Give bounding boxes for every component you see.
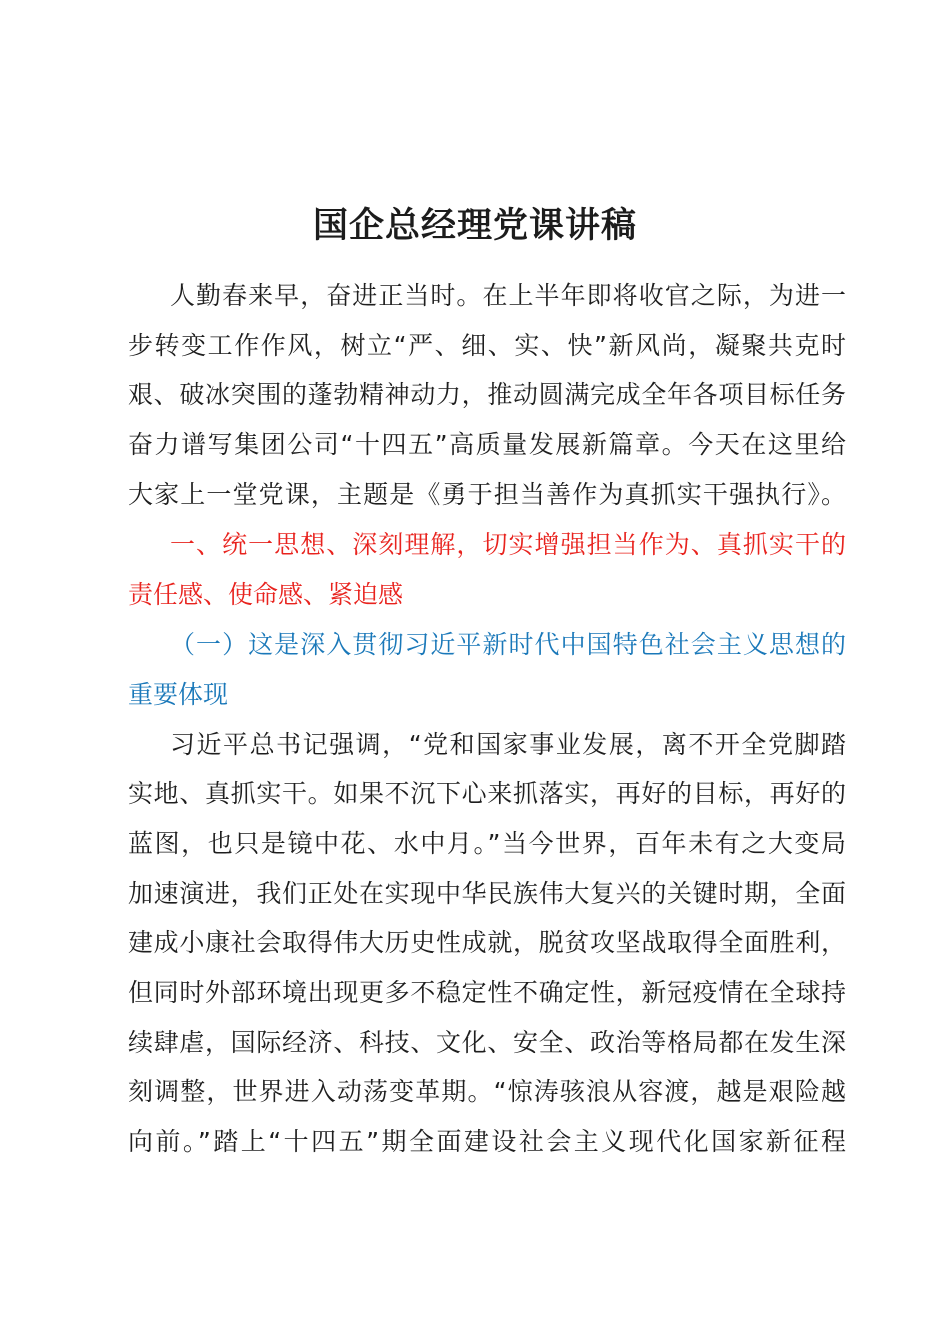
body-line-6: 但同时外部环境出现更多不稳定性不确定性，新冠疫情在全球持 [128, 978, 846, 1007]
intro-line-5: 大家上一堂党课，主题是《勇于担当善作为真抓实干强执行》。 [128, 480, 846, 509]
body-line-4: 加速演进，我们正处在实现中华民族伟大复兴的关键时期，全面 [128, 879, 846, 908]
subsection-heading-line-1: （一）这是深入贯彻习近平新时代中国特色社会主义思想的 [170, 630, 846, 659]
section-heading-line-2: 责任感、使命感、紧迫感 [128, 580, 404, 609]
intro-line-1: 人勤春来早，奋进正当时。在上半年即将收官之际，为进一 [170, 281, 846, 310]
intro-line-3: 艰、破冰突围的蓬勃精神动力，推动圆满完成全年各项目标任务 [128, 380, 846, 409]
body-line-5: 建成小康社会取得伟大历史性成就，脱贫攻坚战取得全面胜利， [128, 928, 846, 957]
subsection-heading-line-2: 重要体现 [128, 680, 229, 709]
intro-line-2: 步转变工作作风，树立“严、细、实、快”新风尚，凝聚共克时 [128, 331, 846, 360]
body-line-2: 实地、真抓实干。如果不沉下心来抓落实，再好的目标，再好的 [128, 779, 846, 808]
body-line-9: 向前。”踏上“十四五”期全面建设社会主义现代化国家新征程 [128, 1127, 846, 1156]
body-line-7: 续肆虐，国际经济、科技、文化、安全、政治等格局都在发生深 [128, 1028, 846, 1057]
section-heading-line-1: 一、统一思想、深刻理解，切实增强担当作为、真抓实干的 [170, 530, 846, 559]
body-line-1: 习近平总书记强调，“党和国家事业发展，离不开全党脚踏 [170, 730, 846, 759]
intro-line-4: 奋力谱写集团公司“十四五”高质量发展新篇章。今天在这里给 [128, 430, 846, 459]
document-title: 国企总经理党课讲稿 [312, 206, 637, 246]
body-line-8: 刻调整，世界进入动荡变革期。“惊涛骇浪从容渡，越是艰险越 [128, 1077, 846, 1106]
body-line-3: 蓝图，也只是镜中花、水中月。”当今世界，百年未有之大变局 [128, 829, 846, 858]
